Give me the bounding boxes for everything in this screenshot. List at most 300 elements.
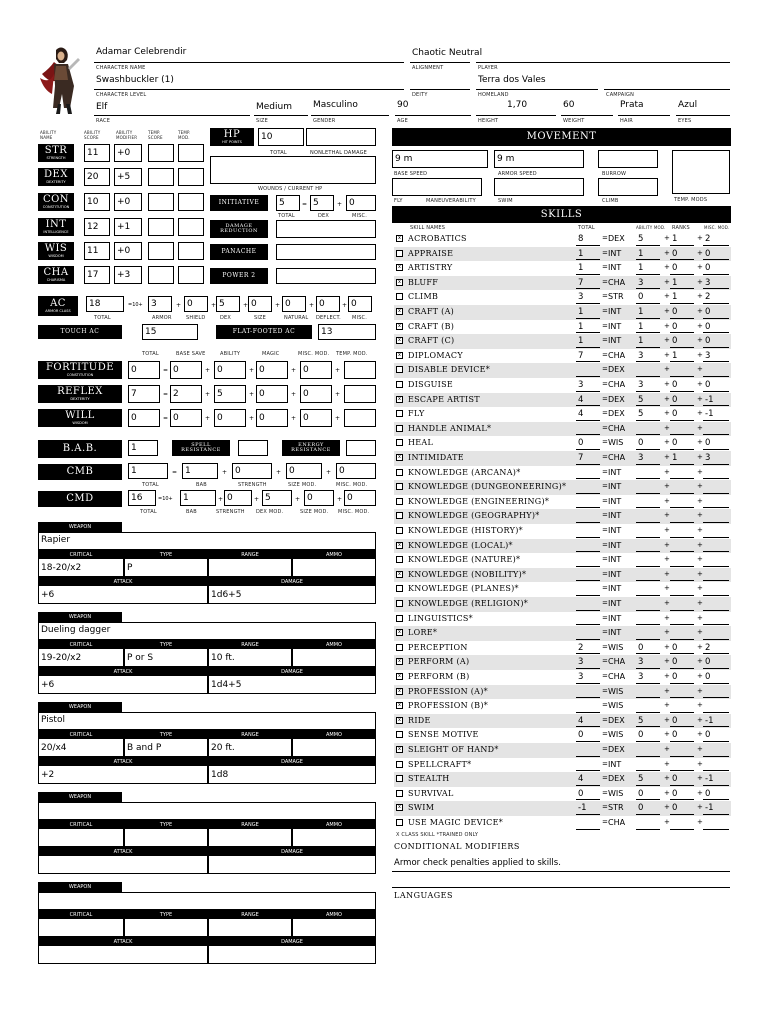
class-skill-checkbox[interactable]: [396, 293, 403, 300]
skill-ranks[interactable]: 0: [672, 774, 678, 785]
skill-ability-mod[interactable]: 3: [638, 277, 644, 288]
class-skill-checkbox[interactable]: x: [396, 688, 403, 695]
skill-row[interactable]: x RIDE 4 = DEX 5 + 0 + -1: [394, 714, 731, 729]
ability-temp-mod[interactable]: [178, 266, 204, 284]
ability-score[interactable]: 11: [84, 144, 110, 162]
touch-ac-field[interactable]: 15: [142, 324, 198, 340]
skill-total[interactable]: 1: [578, 321, 584, 332]
conditional-modifiers-text[interactable]: Armor check penalties applied to skills.: [394, 858, 561, 868]
skill-total[interactable]: 3: [578, 657, 584, 668]
weapon-ammo-field[interactable]: [292, 829, 376, 847]
class-skill-checkbox[interactable]: [396, 585, 403, 592]
class-skill-checkbox[interactable]: x: [396, 235, 403, 242]
class-skill-checkbox[interactable]: x: [396, 264, 403, 271]
class-skill-checkbox[interactable]: x: [396, 323, 403, 330]
skill-row[interactable]: APPRAISE 1 = INT 1 + 0 + 0: [394, 247, 731, 262]
skill-row[interactable]: DISABLE DEVICE* = DEX + +: [394, 363, 731, 378]
skill-ranks[interactable]: 0: [672, 803, 678, 814]
class-skill-checkbox[interactable]: x: [396, 673, 403, 680]
skill-misc[interactable]: -1: [705, 715, 714, 726]
class-skill-checkbox[interactable]: [396, 775, 403, 782]
class-skill-checkbox[interactable]: x: [396, 337, 403, 344]
save-temp[interactable]: [344, 409, 376, 427]
class-skill-checkbox[interactable]: [396, 512, 403, 519]
class-skill-checkbox[interactable]: [396, 410, 403, 417]
ability-score[interactable]: 17: [84, 266, 110, 284]
wounds-field[interactable]: [210, 156, 376, 184]
ability-temp-mod[interactable]: [178, 218, 204, 236]
class-skill-checkbox[interactable]: [396, 439, 403, 446]
weapon-range-field[interactable]: [208, 829, 292, 847]
cmd-dex[interactable]: 5: [262, 490, 292, 506]
class-skill-checkbox[interactable]: [396, 790, 403, 797]
ability-mod[interactable]: +0: [114, 242, 142, 260]
skill-misc[interactable]: 0: [705, 336, 711, 347]
skill-row[interactable]: SPELLCRAFT* = INT + +: [394, 758, 731, 773]
skill-ability-mod[interactable]: 1: [638, 307, 644, 317]
skill-row[interactable]: x KNOWLEDGE (NOBILITY)* = INT + +: [394, 568, 731, 583]
cmb-bab[interactable]: 1: [182, 463, 218, 479]
class-skill-checkbox[interactable]: x: [396, 746, 403, 753]
skill-total[interactable]: 3: [578, 672, 584, 682]
cmd-strength[interactable]: 0: [224, 490, 252, 506]
ac-armor[interactable]: 3: [148, 296, 172, 312]
initiative-total[interactable]: 5: [276, 195, 300, 211]
skill-row[interactable]: x PERFORM (A) 3 = CHA 3 + 0 + 0: [394, 655, 731, 670]
weapon-critical-field[interactable]: 19-20/x2: [38, 649, 124, 667]
skill-row[interactable]: HANDLE ANIMAL* = CHA + +: [394, 422, 731, 437]
energy-resistance-field[interactable]: [346, 440, 376, 456]
weapon-ammo-field[interactable]: [292, 649, 376, 667]
ability-temp-mod[interactable]: [178, 168, 204, 186]
skill-total[interactable]: 3: [578, 380, 584, 390]
skill-row[interactable]: x CRAFT (C) 1 = INT 1 + 0 + 0: [394, 334, 731, 349]
skill-ranks[interactable]: 0: [672, 730, 678, 741]
skill-ranks[interactable]: 0: [672, 438, 678, 449]
weapon-critical-field[interactable]: 20/x4: [38, 739, 124, 757]
cmb-total[interactable]: 1: [128, 463, 168, 479]
class-skill-checkbox[interactable]: [396, 425, 403, 432]
skill-row[interactable]: CLIMB 3 = STR 0 + 1 + 2: [394, 290, 731, 305]
save-ability[interactable]: 0: [214, 409, 246, 427]
panache-field[interactable]: [276, 244, 376, 260]
ac-dex[interactable]: 5: [216, 296, 240, 312]
weapon-name-field[interactable]: [38, 892, 376, 910]
skill-ranks[interactable]: 0: [672, 715, 678, 726]
class-skill-checkbox[interactable]: [396, 615, 403, 622]
skill-ranks[interactable]: 1: [672, 234, 678, 244]
weapon-type-field[interactable]: [124, 919, 208, 937]
skill-total[interactable]: 7: [578, 277, 584, 288]
skill-ability-mod[interactable]: 5: [638, 715, 644, 726]
skill-total[interactable]: 4: [578, 409, 584, 420]
save-temp[interactable]: [344, 385, 376, 403]
class-skill-checkbox[interactable]: x: [396, 542, 403, 549]
skill-row[interactable]: x SLEIGHT OF HAND* = DEX + +: [394, 743, 731, 758]
class-skill-checkbox[interactable]: [396, 761, 403, 768]
height-value[interactable]: 1,70: [507, 100, 528, 110]
skill-misc[interactable]: 3: [705, 350, 711, 361]
skill-total[interactable]: 0: [578, 788, 584, 799]
save-ability[interactable]: 0: [214, 361, 246, 379]
weapon-range-field[interactable]: 20 ft.: [208, 739, 292, 757]
class-skill-checkbox[interactable]: [396, 366, 403, 373]
skill-row[interactable]: KNOWLEDGE (ENGINEERING)* = INT + +: [394, 495, 731, 510]
weapon-critical-field[interactable]: [38, 829, 124, 847]
skill-row[interactable]: x ARTISTRY 1 = INT 1 + 0 + 0: [394, 261, 731, 276]
skill-row[interactable]: FLY 4 = DEX 5 + 0 + -1: [394, 407, 731, 422]
class-skill-checkbox[interactable]: x: [396, 396, 403, 403]
weapon-critical-field[interactable]: [38, 919, 124, 937]
weapon-damage-field[interactable]: 1d8: [208, 766, 376, 784]
class-skill-checkbox[interactable]: x: [396, 454, 403, 461]
class-skill-checkbox[interactable]: x: [396, 804, 403, 811]
hair-value[interactable]: Prata: [620, 100, 644, 110]
fly-field[interactable]: [392, 178, 482, 196]
ability-temp-score[interactable]: [148, 168, 174, 186]
class-skill-checkbox[interactable]: [396, 498, 403, 505]
skill-row[interactable]: KNOWLEDGE (GEOGRAPHY)* = INT + +: [394, 509, 731, 524]
class-skill-checkbox[interactable]: [396, 819, 403, 826]
save-total[interactable]: 0: [128, 361, 160, 379]
ability-score[interactable]: 11: [84, 242, 110, 260]
skill-total[interactable]: 7: [578, 350, 584, 361]
initiative-misc[interactable]: 0: [346, 195, 376, 211]
class-skill-checkbox[interactable]: x: [396, 352, 403, 359]
skill-total[interactable]: 1: [578, 248, 584, 259]
skill-ranks[interactable]: 0: [672, 788, 678, 799]
size-value[interactable]: Medium: [256, 102, 292, 112]
weapon-ammo-field[interactable]: [292, 919, 376, 937]
skill-ability-mod[interactable]: 3: [638, 380, 644, 390]
weapon-range-field[interactable]: 10 ft.: [208, 649, 292, 667]
skill-ranks[interactable]: 0: [672, 394, 678, 405]
class-skill-checkbox[interactable]: x: [396, 717, 403, 724]
cmb-strength[interactable]: 0: [232, 463, 272, 479]
flat-footed-field[interactable]: 13: [318, 324, 376, 340]
skill-row[interactable]: x CRAFT (A) 1 = INT 1 + 0 + 0: [394, 305, 731, 320]
save-misc[interactable]: 0: [300, 385, 332, 403]
weapon-type-field[interactable]: B and P: [124, 739, 208, 757]
ability-score[interactable]: 20: [84, 168, 110, 186]
skill-ranks[interactable]: 0: [672, 248, 678, 259]
skill-ranks[interactable]: 1: [672, 277, 678, 288]
skill-misc[interactable]: 3: [705, 453, 711, 463]
save-base[interactable]: 2: [170, 385, 202, 403]
save-total[interactable]: 0: [128, 409, 160, 427]
skill-ranks[interactable]: 1: [672, 350, 678, 361]
ability-temp-score[interactable]: [148, 266, 174, 284]
class-skill-checkbox[interactable]: x: [396, 279, 403, 286]
skill-misc[interactable]: -1: [705, 394, 714, 405]
skill-row[interactable]: LINGUISTICS* = INT + +: [394, 612, 731, 627]
skill-row[interactable]: x KNOWLEDGE (LOCAL)* = INT + +: [394, 539, 731, 554]
skill-total[interactable]: 8: [578, 234, 584, 244]
skill-misc[interactable]: 0: [705, 263, 711, 274]
skill-total[interactable]: 7: [578, 453, 584, 463]
skill-total[interactable]: 1: [578, 336, 584, 347]
skill-total[interactable]: 4: [578, 715, 584, 726]
skill-row[interactable]: x BLUFF 7 = CHA 3 + 1 + 3: [394, 276, 731, 291]
skill-ability-mod[interactable]: 0: [638, 642, 644, 653]
skill-row[interactable]: STEALTH 4 = DEX 5 + 0 + -1: [394, 772, 731, 787]
skill-ability-mod[interactable]: 0: [638, 730, 644, 741]
skill-ranks[interactable]: 0: [672, 672, 678, 682]
skill-ability-mod[interactable]: 0: [638, 788, 644, 799]
power2-field[interactable]: [276, 268, 376, 284]
skill-row[interactable]: x PROFESSION (A)* = WIS + +: [394, 685, 731, 700]
skill-misc[interactable]: 2: [705, 292, 711, 303]
skill-ranks[interactable]: 0: [672, 263, 678, 274]
save-magic[interactable]: 0: [256, 385, 288, 403]
skill-ranks[interactable]: 0: [672, 409, 678, 420]
weapon-range-field[interactable]: [208, 559, 292, 577]
skill-misc[interactable]: 2: [705, 234, 711, 244]
ac-natural[interactable]: 0: [282, 296, 306, 312]
skill-ranks[interactable]: 0: [672, 642, 678, 653]
skill-ability-mod[interactable]: 5: [638, 394, 644, 405]
character-name-value[interactable]: Adamar Celebrendir: [96, 47, 187, 57]
ac-misc[interactable]: 0: [348, 296, 372, 312]
skill-misc[interactable]: -1: [705, 409, 714, 420]
skill-misc[interactable]: 2: [705, 642, 711, 653]
skill-total[interactable]: 4: [578, 774, 584, 785]
skill-misc[interactable]: 0: [705, 248, 711, 259]
skill-row[interactable]: KNOWLEDGE (DUNGEONEERING)* = INT + +: [394, 480, 731, 495]
weapon-ammo-field[interactable]: [292, 739, 376, 757]
skill-row[interactable]: KNOWLEDGE (ARCANA)* = INT + +: [394, 466, 731, 481]
skill-row[interactable]: SENSE MOTIVE 0 = WIS 0 + 0 + 0: [394, 728, 731, 743]
weapon-type-field[interactable]: P or S: [124, 649, 208, 667]
class-skill-checkbox[interactable]: [396, 527, 403, 534]
character-level-value[interactable]: Swashbuckler (1): [96, 75, 174, 85]
ability-mod[interactable]: +0: [114, 193, 142, 211]
cmd-bab[interactable]: 1: [180, 490, 216, 506]
skill-total[interactable]: 0: [578, 438, 584, 449]
ability-temp-score[interactable]: [148, 218, 174, 236]
skill-misc[interactable]: 3: [705, 277, 711, 288]
save-magic[interactable]: 0: [256, 361, 288, 379]
skill-row[interactable]: x LORE* = INT + +: [394, 626, 731, 641]
alignment-value[interactable]: Chaotic Neutral: [412, 48, 483, 58]
weapon-name-field[interactable]: Dueling dagger: [38, 622, 376, 640]
skill-ranks[interactable]: 1: [672, 292, 678, 303]
skill-misc[interactable]: 0: [705, 788, 711, 799]
ability-mod[interactable]: +5: [114, 168, 142, 186]
temp-mods-field[interactable]: [672, 150, 730, 194]
skill-row[interactable]: x ACROBATICS 8 = DEX 5 + 1 + 2: [394, 232, 731, 247]
skill-ability-mod[interactable]: 1: [638, 263, 644, 274]
class-skill-checkbox[interactable]: x: [396, 702, 403, 709]
weight-value[interactable]: 60: [563, 100, 575, 110]
climb-field[interactable]: [598, 178, 658, 196]
weapon-ammo-field[interactable]: [292, 559, 376, 577]
skill-ability-mod[interactable]: 5: [638, 409, 644, 420]
skill-ranks[interactable]: 0: [672, 336, 678, 347]
skill-ability-mod[interactable]: 0: [638, 803, 644, 814]
skill-row[interactable]: x PROFESSION (B)* = WIS + +: [394, 699, 731, 714]
skill-total[interactable]: -1: [578, 803, 587, 814]
save-magic[interactable]: 0: [256, 409, 288, 427]
skill-row[interactable]: x SWIM -1 = STR 0 + 0 + -1: [394, 801, 731, 816]
cmb-size[interactable]: 0: [286, 463, 322, 479]
skill-ability-mod[interactable]: 0: [638, 292, 644, 303]
skill-ability-mod[interactable]: 3: [638, 350, 644, 361]
ac-total[interactable]: 18: [86, 296, 124, 312]
age-value[interactable]: 90: [397, 100, 409, 110]
save-misc[interactable]: 0: [300, 361, 332, 379]
ac-size[interactable]: 0: [248, 296, 272, 312]
save-temp[interactable]: [344, 361, 376, 379]
skill-total[interactable]: 4: [578, 394, 584, 405]
skill-misc[interactable]: 0: [705, 321, 711, 332]
class-skill-checkbox[interactable]: [396, 483, 403, 490]
save-misc[interactable]: 0: [300, 409, 332, 427]
skill-ranks[interactable]: 0: [672, 307, 678, 317]
base-speed-field[interactable]: 9 m: [392, 150, 488, 168]
skill-row[interactable]: USE MAGIC DEVICE* = CHA + +: [394, 816, 731, 831]
race-value[interactable]: Elf: [96, 102, 108, 112]
skill-total[interactable]: 1: [578, 263, 584, 274]
skill-misc[interactable]: 0: [705, 730, 711, 741]
class-skill-checkbox[interactable]: [396, 600, 403, 607]
save-ability[interactable]: 5: [214, 385, 246, 403]
skill-misc[interactable]: 0: [705, 380, 711, 390]
skill-row[interactable]: HEAL 0 = WIS 0 + 0 + 0: [394, 436, 731, 451]
armor-speed-field[interactable]: 9 m: [494, 150, 584, 168]
ac-shield[interactable]: 0: [184, 296, 208, 312]
class-skill-checkbox[interactable]: [396, 469, 403, 476]
cmb-misc[interactable]: 0: [336, 463, 376, 479]
skill-ability-mod[interactable]: 3: [638, 672, 644, 682]
weapon-type-field[interactable]: P: [124, 559, 208, 577]
skill-misc[interactable]: -1: [705, 803, 714, 814]
class-skill-checkbox[interactable]: [396, 250, 403, 257]
homeland-value[interactable]: Terra dos Vales: [478, 75, 546, 85]
ac-deflect[interactable]: 0: [316, 296, 340, 312]
skill-row[interactable]: x INTIMIDATE 7 = CHA 3 + 1 + 3: [394, 451, 731, 466]
ability-mod[interactable]: +1: [114, 218, 142, 236]
skill-misc[interactable]: 0: [705, 657, 711, 668]
class-skill-checkbox[interactable]: [396, 556, 403, 563]
gender-value[interactable]: Masculino: [313, 100, 358, 110]
skill-ranks[interactable]: 0: [672, 321, 678, 332]
weapon-attack-field[interactable]: +6: [38, 586, 208, 604]
skill-total[interactable]: 0: [578, 730, 584, 741]
ability-temp-score[interactable]: [148, 242, 174, 260]
skill-row[interactable]: PERCEPTION 2 = WIS 0 + 0 + 2: [394, 641, 731, 656]
class-skill-checkbox[interactable]: [396, 381, 403, 388]
ability-mod[interactable]: +3: [114, 266, 142, 284]
damage-reduction-field[interactable]: [276, 220, 376, 238]
weapon-attack-field[interactable]: [38, 856, 208, 874]
ability-temp-mod[interactable]: [178, 193, 204, 211]
weapon-name-field[interactable]: [38, 802, 376, 820]
skill-row[interactable]: x PERFORM (B) 3 = CHA 3 + 0 + 0: [394, 670, 731, 685]
weapon-attack-field[interactable]: [38, 946, 208, 964]
skill-ranks[interactable]: 0: [672, 657, 678, 668]
weapon-damage-field[interactable]: 1d4+5: [208, 676, 376, 694]
skill-ability-mod[interactable]: 5: [638, 774, 644, 785]
ability-temp-mod[interactable]: [178, 242, 204, 260]
class-skill-checkbox[interactable]: x: [396, 308, 403, 315]
save-base[interactable]: 0: [170, 361, 202, 379]
swim-field[interactable]: [494, 178, 584, 196]
ability-score[interactable]: 12: [84, 218, 110, 236]
class-skill-checkbox[interactable]: x: [396, 571, 403, 578]
save-total[interactable]: 7: [128, 385, 160, 403]
weapon-name-field[interactable]: Pistol: [38, 712, 376, 730]
skill-total[interactable]: 1: [578, 307, 584, 317]
skill-row[interactable]: KNOWLEDGE (RELIGION)* = INT + +: [394, 597, 731, 612]
skill-total[interactable]: 2: [578, 642, 584, 653]
skill-ability-mod[interactable]: 5: [638, 234, 644, 244]
class-skill-checkbox[interactable]: x: [396, 658, 403, 665]
skill-ability-mod[interactable]: 3: [638, 453, 644, 463]
skill-ability-mod[interactable]: 1: [638, 321, 644, 332]
skill-ability-mod[interactable]: 0: [638, 438, 644, 449]
skill-row[interactable]: x ESCAPE ARTIST 4 = DEX 5 + 0 + -1: [394, 393, 731, 408]
skill-ability-mod[interactable]: 1: [638, 336, 644, 347]
weapon-attack-field[interactable]: +2: [38, 766, 208, 784]
skill-row[interactable]: SURVIVAL 0 = WIS 0 + 0 + 0: [394, 787, 731, 802]
skill-row[interactable]: x DIPLOMACY 7 = CHA 3 + 1 + 3: [394, 349, 731, 364]
eyes-value[interactable]: Azul: [678, 100, 698, 110]
skill-row[interactable]: KNOWLEDGE (PLANES)* = INT + +: [394, 582, 731, 597]
weapon-type-field[interactable]: [124, 829, 208, 847]
hp-total-field[interactable]: 10: [258, 128, 304, 146]
skill-row[interactable]: DISGUISE 3 = CHA 3 + 0 + 0: [394, 378, 731, 393]
weapon-attack-field[interactable]: +6: [38, 676, 208, 694]
skill-misc[interactable]: 0: [705, 672, 711, 682]
class-skill-checkbox[interactable]: [396, 644, 403, 651]
initiative-dex[interactable]: 5: [310, 195, 334, 211]
skill-row[interactable]: KNOWLEDGE (NATURE)* = INT + +: [394, 553, 731, 568]
cmd-total[interactable]: 16: [128, 490, 156, 506]
cmd-size[interactable]: 0: [304, 490, 334, 506]
skill-ability-mod[interactable]: 1: [638, 248, 644, 259]
skill-misc[interactable]: -1: [705, 774, 714, 785]
skill-row[interactable]: KNOWLEDGE (HISTORY)* = INT + +: [394, 524, 731, 539]
weapon-damage-field[interactable]: [208, 856, 376, 874]
ability-temp-score[interactable]: [148, 193, 174, 211]
bab-field[interactable]: 1: [128, 440, 158, 456]
weapon-damage-field[interactable]: 1d6+5: [208, 586, 376, 604]
skill-ability-mod[interactable]: 3: [638, 657, 644, 668]
skill-row[interactable]: x CRAFT (B) 1 = INT 1 + 0 + 0: [394, 320, 731, 335]
skill-misc[interactable]: 0: [705, 438, 711, 449]
weapon-name-field[interactable]: Rapier: [38, 532, 376, 550]
ability-temp-mod[interactable]: [178, 144, 204, 162]
skill-ranks[interactable]: 0: [672, 380, 678, 390]
weapon-critical-field[interactable]: 18-20/x2: [38, 559, 124, 577]
skill-misc[interactable]: 0: [705, 307, 711, 317]
class-skill-checkbox[interactable]: x: [396, 629, 403, 636]
skill-total[interactable]: 3: [578, 292, 584, 303]
ability-mod[interactable]: +0: [114, 144, 142, 162]
spell-resistance-field[interactable]: [238, 440, 268, 456]
save-base[interactable]: 0: [170, 409, 202, 427]
weapon-range-field[interactable]: [208, 919, 292, 937]
cmd-misc[interactable]: 0: [344, 490, 376, 506]
ability-temp-score[interactable]: [148, 144, 174, 162]
nonlethal-field[interactable]: [306, 128, 376, 146]
burrow-field[interactable]: [598, 150, 658, 168]
ability-score[interactable]: 10: [84, 193, 110, 211]
skill-ranks[interactable]: 1: [672, 453, 678, 463]
weapon-damage-field[interactable]: [208, 946, 376, 964]
class-skill-checkbox[interactable]: [396, 731, 403, 738]
